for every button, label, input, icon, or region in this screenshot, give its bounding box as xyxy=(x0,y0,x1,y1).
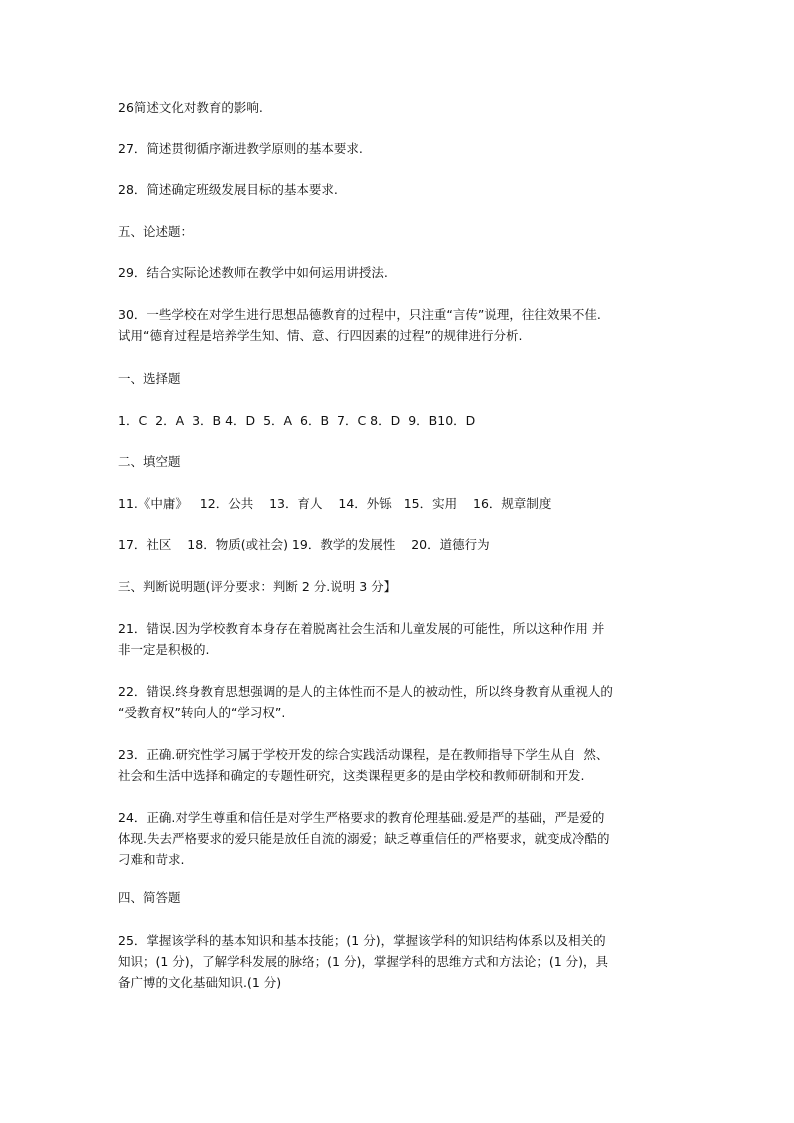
paragraph xyxy=(118,304,678,346)
paragraph xyxy=(118,807,678,870)
text-line: 24．正确.对学生尊重和信任是对学生严格要求的教育伦理基础.爱是严的基础，严是爱的 xyxy=(118,810,605,825)
paragraph xyxy=(118,681,678,723)
text-line: 30．一些学校在对学生进行思想品德教育的过程中，只注重“言传”说理，往往效果不佳. xyxy=(118,307,601,322)
paragraph xyxy=(118,576,678,597)
text-line: 21．错误.因为学校教育本身存在着脱离社会生活和儿童发展的可能性，所以这种作用 并 xyxy=(118,621,605,636)
text-line: 22．错误.终身教育思想强调的是人的主体性而不是人的被动性，所以终身教育从重视人的 xyxy=(118,684,613,699)
text-line: 23．正确.研究性学习属于学校开发的综合实践活动课程，是在教师指导下学生从自 然、 xyxy=(118,747,609,762)
text-line: 25．掌握该学科的基本知识和基本技能；(1 分)，掌握该学科的知识结构体系以及相关的 xyxy=(118,933,606,948)
paragraph xyxy=(118,618,678,660)
text-line: 二、填空题 xyxy=(118,454,181,469)
paragraph xyxy=(118,534,678,555)
text-line: 社会和生活中选择和确定的专题性研究，这类课程更多的是由学校和教师研制和开发. xyxy=(118,768,585,783)
text-line: 知识；(1 分)，了解学科发展的脉络；(1 分)，掌握学科的思维方式和方法论；(1 分)，具 xyxy=(118,954,609,969)
text-line: 试用“德育过程是培养学生知、情、意、行四因素的过程”的规律进行分析. xyxy=(118,328,523,343)
paragraph xyxy=(118,368,678,389)
paragraph xyxy=(118,493,678,514)
text-line: 11.《中庸》 12．公共 13．育人 14．外铄 15．实用 16．规章制度 xyxy=(118,496,552,511)
text-line: 28．简述确定班级发展目标的基本要求. xyxy=(118,182,338,197)
paragraph xyxy=(118,451,678,472)
text-line: 非一定是积极的. xyxy=(118,642,210,657)
text-line: 五、论述题： xyxy=(118,224,194,239)
text-line: 27．简述贯彻循序渐进教学原则的基本要求. xyxy=(118,141,363,156)
text-line: “受教育权”转向人的“学习权”. xyxy=(118,705,286,720)
text-line: 刁难和苛求. xyxy=(118,852,185,867)
text-line: 17．社区 18．物质(或社会) 19．教学的发展性 20．道德行为 xyxy=(118,537,490,552)
text-line: 一、选择题 xyxy=(118,371,181,386)
paragraph xyxy=(118,262,678,283)
paragraph xyxy=(118,887,678,908)
paragraph xyxy=(118,410,678,431)
text-line: 26简述文化对教育的影响. xyxy=(118,100,263,115)
text-line: 备广博的文化基础知识.(1 分) xyxy=(118,975,282,990)
text-line: 1．C 2．A 3．B 4．D 5．A 6．B 7．C 8．D 9．B10．D xyxy=(118,413,476,428)
paragraph xyxy=(118,221,678,242)
paragraph xyxy=(118,138,678,159)
text-line: 29．结合实际论述教师在教学中如何运用讲授法. xyxy=(118,265,388,280)
paragraph xyxy=(118,930,678,993)
paragraph xyxy=(118,179,678,200)
paragraph xyxy=(118,744,678,786)
paragraph xyxy=(118,97,678,118)
text-line: 体现.失去严格要求的爱只能是放任自流的溺爱；缺乏尊重信任的严格要求，就变成冷酷的 xyxy=(118,831,610,846)
text-line: 三、判断说明题(评分要求：判断 2 分.说明 3 分】 xyxy=(118,579,397,594)
text-line: 四、简答题 xyxy=(118,890,181,905)
